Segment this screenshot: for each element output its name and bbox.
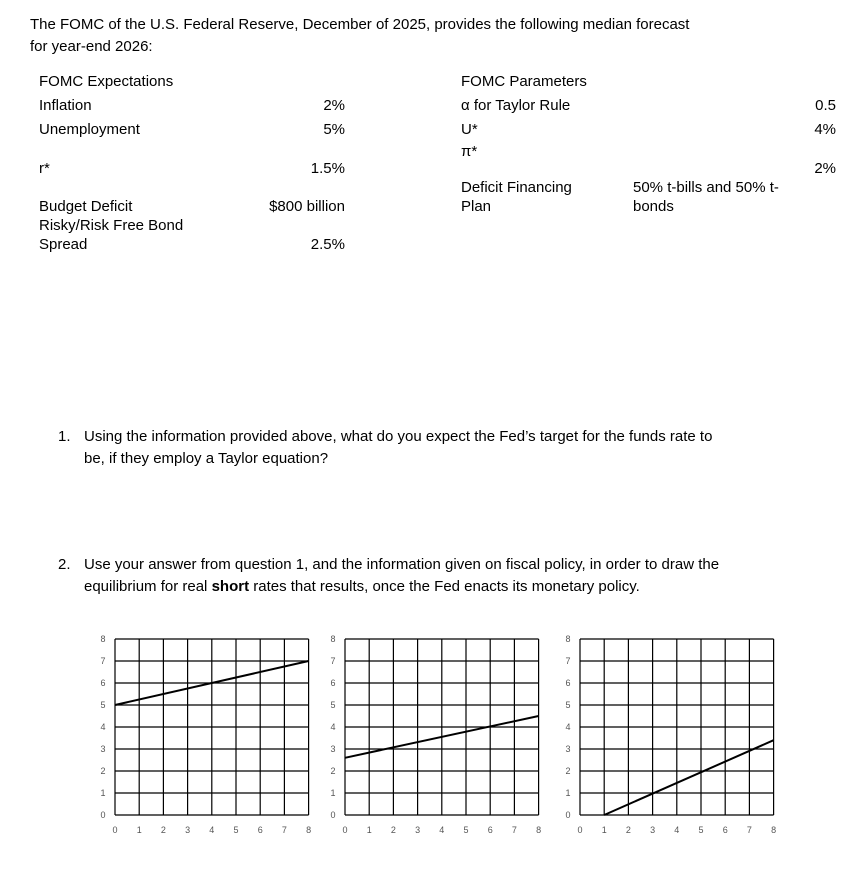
expectation-value-r-star: 1.5% <box>310 160 345 177</box>
y-tick-label: 0 <box>100 810 106 820</box>
y-tick-label: 3 <box>100 744 106 754</box>
y-tick-label: 7 <box>100 656 106 666</box>
x-tick-label: 6 <box>257 825 263 835</box>
grid <box>115 639 309 815</box>
question-1-text: Using the information provided above, what do you expect the Fed’s target for the funds rate to be, if they employ a Taylor equation? <box>84 428 713 467</box>
parameter-value-alpha: 0.5 <box>815 97 836 114</box>
expectation-value-budget-deficit: $800 billion <box>269 198 345 215</box>
chart-middle <box>318 630 550 845</box>
y-tick-label: 8 <box>100 634 106 644</box>
question-2-text-end: rates that results, once the Fed enacts its monetary policy. <box>249 578 640 595</box>
x-tick-label: 2 <box>160 825 166 835</box>
x-tick-label: 5 <box>233 825 239 835</box>
x-tick-label: 0 <box>577 825 583 835</box>
y-tick-label: 2 <box>330 766 336 776</box>
x-tick-label: 1 <box>136 825 142 835</box>
y-tick-label: 1 <box>100 788 106 798</box>
question-1 <box>58 426 738 476</box>
x-tick-label: 6 <box>722 825 728 835</box>
x-tick-label: 6 <box>487 825 493 835</box>
y-tick-label: 7 <box>565 656 571 666</box>
chart-left <box>88 630 318 845</box>
y-tick-label: 8 <box>330 634 336 644</box>
y-tick-label: 0 <box>565 810 571 820</box>
expectation-label-r-star: r* <box>39 160 50 177</box>
expectation-value-unemployment: 5% <box>323 121 345 138</box>
x-tick-label: 0 <box>112 825 118 835</box>
expectations-header: FOMC Expectations <box>39 73 174 90</box>
expectation-label-bond-spread: Risky/Risk Free Bond Spread <box>39 217 184 253</box>
y-tick-label: 5 <box>330 700 336 710</box>
parameter-label-alpha: α for Taylor Rule <box>461 97 571 114</box>
y-tick-label: 5 <box>100 700 106 710</box>
parameter-label-pi-star: π* <box>461 143 478 160</box>
x-tick-label: 8 <box>306 825 312 835</box>
y-tick-label: 7 <box>330 656 336 666</box>
x-tick-label: 5 <box>463 825 469 835</box>
question-2 <box>58 554 738 624</box>
expectation-label-inflation: Inflation <box>39 97 92 114</box>
x-tick-label: 8 <box>536 825 542 835</box>
y-tick-label: 2 <box>100 766 106 776</box>
x-tick-label: 4 <box>674 825 680 835</box>
x-tick-label: 2 <box>625 825 631 835</box>
y-tick-label: 3 <box>565 744 571 754</box>
y-tick-label: 2 <box>565 766 571 776</box>
question-2-number: 2. <box>58 556 71 573</box>
x-tick-label: 3 <box>185 825 191 835</box>
parameters-header: FOMC Parameters <box>461 73 587 90</box>
x-tick-label: 3 <box>415 825 421 835</box>
x-tick-label: 7 <box>511 825 517 835</box>
y-tick-label: 1 <box>330 788 336 798</box>
x-tick-label: 0 <box>342 825 348 835</box>
y-tick-label: 8 <box>565 634 571 644</box>
parameter-label-deficit-financing: Deficit Financing Plan <box>461 179 572 215</box>
x-tick-label: 7 <box>281 825 287 835</box>
x-tick-label: 5 <box>698 825 704 835</box>
expectation-label-budget-deficit: Budget Deficit <box>39 198 133 215</box>
y-tick-label: 0 <box>330 810 336 820</box>
expectation-value-bond-spread: 2.5% <box>310 236 345 253</box>
expectation-label-unemployment: Unemployment <box>39 121 140 138</box>
question-2-text-start: Use your answer from question 1, and the information given on fiscal policy, in order to draw the equilibrium for real <box>84 556 720 595</box>
x-tick-label: 4 <box>209 825 215 835</box>
intro-text: The FOMC of the U.S. Federal Reserve, December of 2025, provides the following median forecast for year-end 2026: <box>30 16 690 55</box>
y-tick-label: 3 <box>330 744 336 754</box>
chart-right <box>553 630 785 845</box>
question-2-text <box>84 554 734 598</box>
question-2-text-bold: short <box>211 578 250 595</box>
y-tick-label: 4 <box>100 722 106 732</box>
x-tick-label: 3 <box>650 825 656 835</box>
question-1-number: 1. <box>58 428 71 445</box>
x-tick-label: 1 <box>366 825 372 835</box>
expectation-value-inflation: 2% <box>323 97 345 114</box>
series-line <box>604 740 773 815</box>
parameter-value-deficit-financing: 50% t-bills and 50% t-bonds <box>633 179 779 215</box>
y-tick-label: 1 <box>565 788 571 798</box>
y-tick-label: 6 <box>565 678 571 688</box>
x-tick-label: 1 <box>601 825 607 835</box>
x-tick-label: 7 <box>746 825 752 835</box>
y-tick-label: 6 <box>100 678 106 688</box>
parameter-value-pi-star: 2% <box>814 160 836 177</box>
grid <box>345 639 539 815</box>
x-tick-label: 4 <box>439 825 445 835</box>
x-tick-label: 2 <box>390 825 396 835</box>
y-tick-label: 6 <box>330 678 336 688</box>
grid <box>580 639 774 815</box>
parameter-label-u-star: U* <box>461 121 478 138</box>
y-tick-label: 5 <box>565 700 571 710</box>
y-tick-label: 4 <box>330 722 336 732</box>
y-tick-label: 4 <box>565 722 571 732</box>
x-tick-label: 8 <box>771 825 777 835</box>
parameter-value-u-star: 4% <box>814 121 836 138</box>
